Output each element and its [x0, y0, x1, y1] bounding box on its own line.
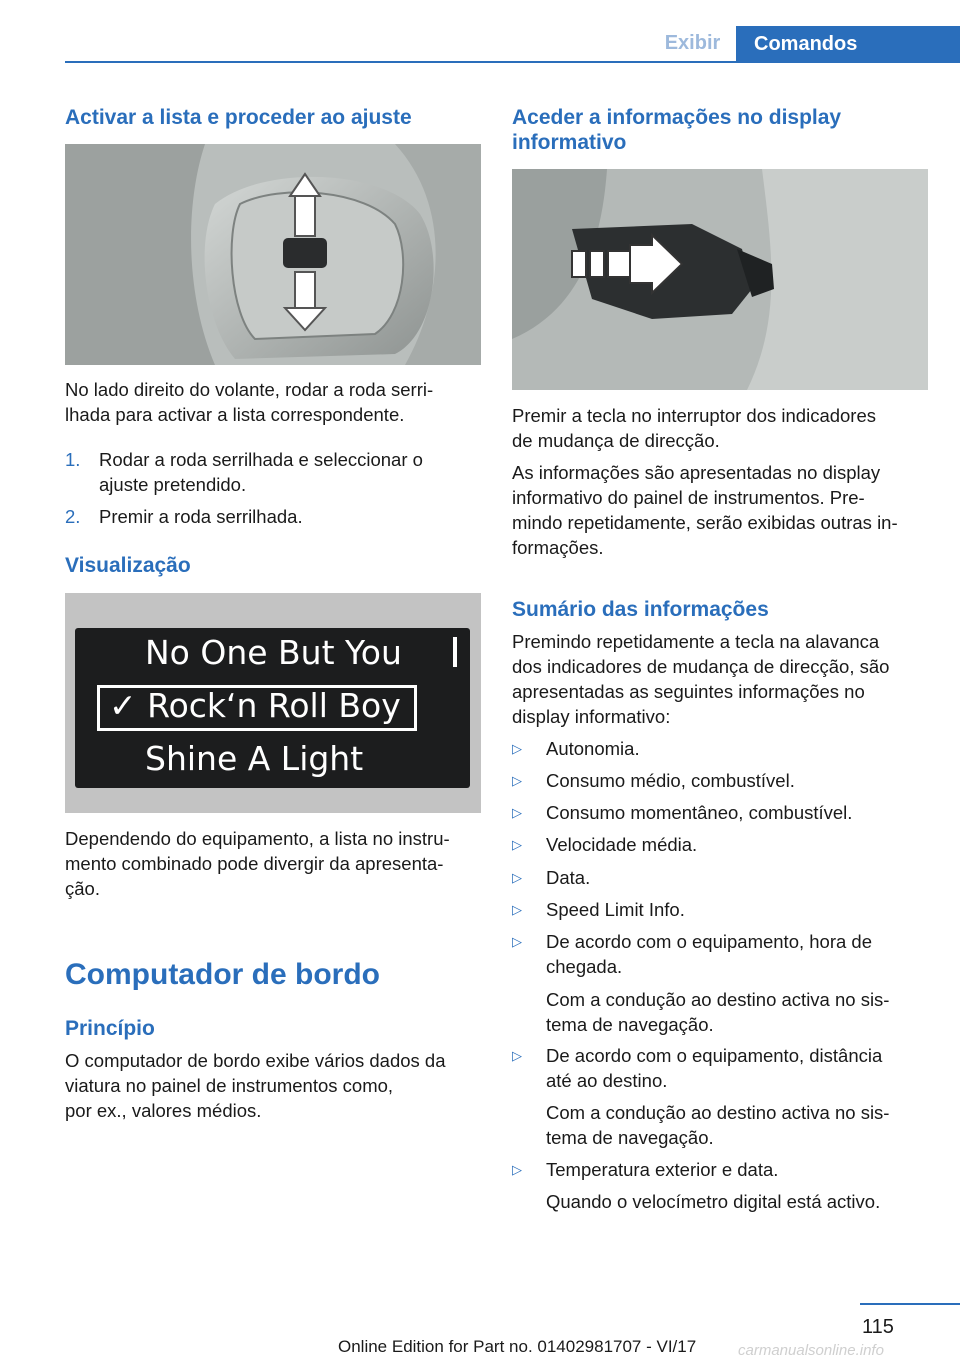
heading-visualizacao: Visualização [65, 554, 191, 577]
list-item: De acordo com o equipamento, hora de [546, 931, 873, 952]
paragraph-text: ção. [65, 878, 100, 899]
paragraph-text: de mudança de direcção. [512, 430, 720, 451]
list-item: chegada. [546, 956, 623, 977]
tab-comandos[interactable]: Comandos [736, 26, 960, 63]
bullet-icon: ▷ [512, 805, 522, 820]
edition-note: Online Edition for Part no. 01402981707 - VI/17 [338, 1337, 697, 1356]
heading-aceder-informacoes: informativo [512, 131, 627, 154]
list-item-note: tema de navegação. [546, 1127, 714, 1148]
list-item: Speed Limit Info. [546, 899, 685, 920]
list-item-note: Quando o velocímetro digital está activo. [546, 1191, 881, 1212]
paragraph-text: por ex., valores médios. [65, 1100, 262, 1121]
bullet-icon: ▷ [512, 1162, 522, 1177]
scrollbar-indicator [453, 637, 457, 667]
list-item: Autonomia. [546, 738, 640, 759]
footer-rule [860, 1303, 960, 1305]
bullet-icon: ▷ [512, 902, 522, 917]
page-number: 115 [862, 1316, 894, 1338]
heading-sumario: Sumário das informações [512, 598, 769, 621]
display-item-selected: ✓ Rock‘n Roll Boy [109, 686, 401, 725]
paragraph-text: apresentadas as seguintes informações no [512, 681, 865, 702]
paragraph-text: mento combinado pode divergir da apresenta- [65, 853, 444, 874]
paragraph-text: Premir a tecla no interruptor dos indicadores [512, 405, 877, 426]
turn-signal-lever-figure [512, 169, 928, 390]
list-item: Velocidade média. [546, 834, 698, 855]
step-text: Premir a roda serrilhada. [99, 506, 303, 527]
step-text: ajuste pretendido. [99, 474, 247, 495]
list-item: até ao destino. [546, 1070, 668, 1091]
list-item-note: Com a condução ao destino activa no sis- [546, 1102, 890, 1123]
paragraph-text: Premindo repetidamente a tecla na alavanca [512, 631, 880, 652]
header-rule [65, 61, 960, 63]
list-item: Temperatura exterior e data. [546, 1159, 779, 1180]
watermark: carmanualsonline.info [738, 1342, 884, 1359]
bullet-icon: ▷ [512, 773, 522, 788]
paragraph-text: informativo do painel de instrumentos. Pre- [512, 487, 865, 508]
paragraph-text: No lado direito do volante, rodar a roda serri- [65, 379, 434, 400]
step-text: Rodar a roda serrilhada e seleccionar o [99, 449, 423, 470]
section-title: Computador de bordo [65, 958, 380, 991]
paragraph-text: O computador de bordo exibe vários dados da [65, 1050, 446, 1071]
display-item: No One But You [145, 633, 402, 672]
list-item: Data. [546, 867, 591, 888]
list-item-note: Com a condução ao destino activa no sis- [546, 989, 890, 1010]
heading-activar-lista: Activar a lista e proceder ao ajuste [65, 106, 412, 129]
step-number: 1. [65, 449, 81, 470]
step-number: 2. [65, 506, 81, 527]
list-item: De acordo com o equipamento, distância [546, 1045, 883, 1066]
steering-wheel-figure [65, 144, 481, 365]
paragraph-text: display informativo: [512, 706, 671, 727]
display-list-figure [65, 593, 481, 813]
paragraph-text: lhada para activar a lista correspondente. [65, 404, 405, 425]
paragraph-text: viatura no painel de instrumentos como, [65, 1075, 394, 1096]
bullet-icon: ▷ [512, 870, 522, 885]
display-item: Shine A Light [145, 739, 364, 778]
bullet-icon: ▷ [512, 837, 522, 852]
paragraph-text: dos indicadores de mudança de direcção, são [512, 656, 890, 677]
paragraph-text: Dependendo do equipamento, a lista no instru- [65, 828, 450, 849]
bullet-icon: ▷ [512, 741, 522, 756]
list-item: Consumo momentâneo, combustível. [546, 802, 853, 823]
list-item: Consumo médio, combustível. [546, 770, 795, 791]
heading-principio: Princípio [65, 1017, 155, 1040]
bullet-icon: ▷ [512, 934, 522, 949]
heading-aceder-informacoes: Aceder a informações no display [512, 106, 842, 129]
paragraph-text: formações. [512, 537, 604, 558]
paragraph-text: mindo repetidamente, serão exibidas outras in- [512, 512, 898, 533]
bullet-icon: ▷ [512, 1048, 522, 1063]
paragraph-text: As informações são apresentadas no display [512, 462, 881, 483]
list-item-note: tema de navegação. [546, 1014, 714, 1035]
tab-exibir[interactable]: Exibir [664, 31, 721, 54]
